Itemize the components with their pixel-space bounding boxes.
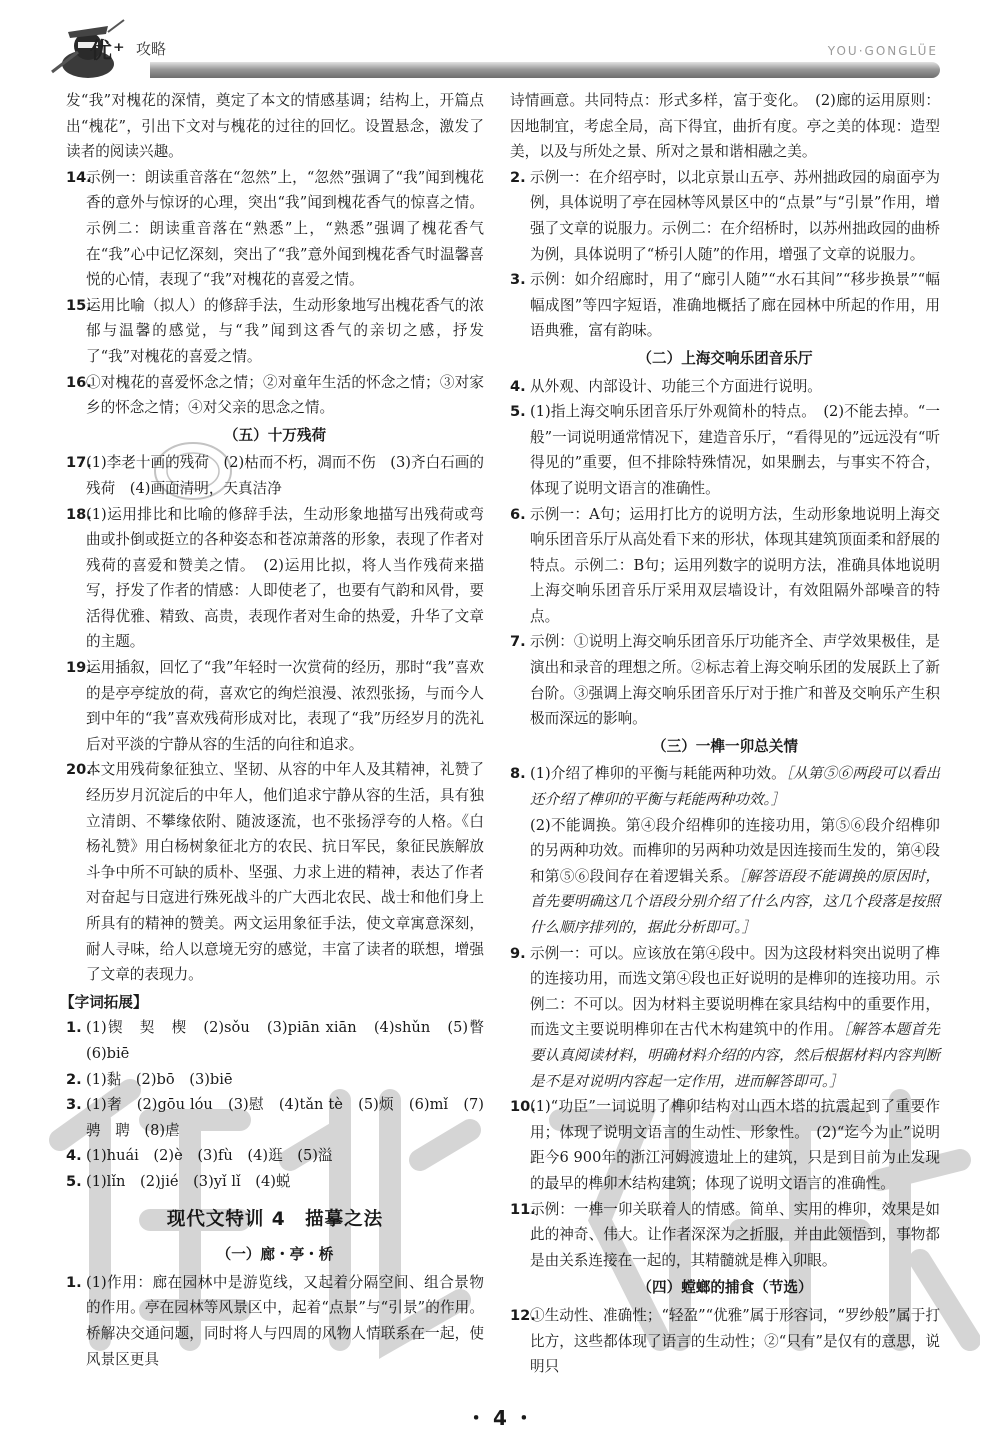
section-title-1: （一）廊・亭・桥 xyxy=(216,1246,334,1264)
answer-item xyxy=(66,165,484,293)
answer-item xyxy=(510,374,940,400)
item-number: 7. xyxy=(510,633,526,651)
right-column xyxy=(510,88,940,1380)
item-number: 16. xyxy=(66,373,92,391)
answer-item xyxy=(66,1015,499,1066)
item-text: (1)指上海交响乐团音乐厅外观简朴的特点。 (2)不能去掉。“一般”一词说明通常情况下，建造音乐厅，“看得见的”远远没有“听得见的”重要，但不排除特殊情况，如果删去，与事实不符合，体现了说明文语言的准确性。 xyxy=(530,403,940,497)
left-items-d xyxy=(66,1270,484,1372)
header-bar xyxy=(150,62,940,78)
item-number: 11. xyxy=(510,1200,536,1218)
item-number: 19. xyxy=(66,659,92,677)
right-items-c xyxy=(510,761,940,1273)
right-items-a xyxy=(510,165,940,344)
right-items-b xyxy=(510,374,940,732)
item-text: 本文用残荷象征独立、坚韧、从容的中年人及其精神，礼赞了经历岁月沉淀后的中年人，他们追求宁静从容的生活，具有独立清朗、不攀缘依附、随波逐流，也不张扬浮夸的人格。《白杨礼赞》用白杨树象征北方的农民、抗日军民，象征民族解放斗争中所不可缺的质朴、坚强、力求上进的精神，表达了作者对奋起与日寇进行殊死战斗的广大西北农民、战士和他们身上所具有的精神的赞美。两文运用象征手法，使文章寓意深刻，耐人寻味，给人以意境无穷的感觉，丰富了读者的联想，增强了文章的表现力。 xyxy=(86,761,484,984)
item-text: (1)运用排比和比喻的修辞手法，生动形象地描写出残荷或弯曲或扑倒或挺立的各种姿态和苍凉萧落的形象，表现了作者对残荷的喜爱和赞美之情。 (2)运用比拟，将人当作残荷来描写，抒发了作者的情感：人即使老了，也要有气韵和风骨，要活得优雅、精致、高贵，表现作者对生命的热爱，升华了文章的主题。 xyxy=(86,505,484,651)
answer-item xyxy=(66,1169,484,1195)
item-number: 2. xyxy=(66,1070,82,1088)
answer-item xyxy=(510,1197,940,1274)
left-items-b xyxy=(66,450,484,987)
answer-item xyxy=(510,1303,940,1380)
item-number: 3. xyxy=(66,1096,82,1114)
item-number: 9. xyxy=(510,944,526,962)
answer-item xyxy=(66,1092,484,1143)
item-number: 10. xyxy=(510,1098,536,1116)
item-note: ［从第⑤⑥两段可以看出还介绍了榫卯的平衡与耗能两种功效。］ xyxy=(530,765,940,809)
item-text: 示例：一榫一卯关联着人的情感。简单、实用的榫卯，效果是如此的神奇、伟大。让作者深深为之折服，并由此领悟到，事物都是由关系连接在一起的，其精髓就是榫入卯眼。 xyxy=(530,1200,940,1269)
item-text: (1)奢 (2)gōu lóu (3)慰 (4)tǎn tè (5)烦 (6)mǐ (7)骋 聘 (8)虐 xyxy=(86,1096,484,1139)
item-number: 14. xyxy=(66,168,92,186)
answer-item xyxy=(510,267,940,344)
item-number: 5. xyxy=(66,1172,82,1190)
right-items-d xyxy=(510,1303,940,1380)
item-number: 4. xyxy=(510,377,526,395)
page-number: ・ 4 ・ xyxy=(466,1406,534,1430)
item-text: (1)lǐn (2)jié (3)yǐ lǐ (4)蜕 xyxy=(86,1172,291,1190)
item-number: 1. xyxy=(66,1019,82,1037)
item-text: 示例一：在介绍亭时，以北京景山五亭、苏州拙政园的扇面亭为例，具体说明了亭在园林等风景区中的“点景”与“引景”作用，增强了文章的说服力。示例二：在介绍桥时，以苏州拙政园的曲桥为例，具体说明了“桥引人随”的作用，增强了文章的说服力。 xyxy=(530,168,940,263)
item-text: (2)不能调换。第④段介绍榫卯的连接功用，第⑤⑥段介绍榫卯的另两种功效。而榫卯的另两种功效是因连接而生发的，第④段和第⑤⑥段间存在着逻辑关系。 xyxy=(530,816,940,885)
answer-item xyxy=(66,1067,484,1093)
item-number: 18. xyxy=(66,505,92,523)
page-header xyxy=(0,0,1000,90)
answer-item xyxy=(510,502,940,630)
header-pinyin: YOU·GONGLÜE xyxy=(827,44,938,58)
answer-item xyxy=(66,293,484,370)
logo-subtitle: 攻略 xyxy=(136,40,167,58)
item-text: ①对槐花的喜爱怀念之情；②对童年生活的怀念之情；③对家乡的怀念之情；④对父亲的思念之情。 xyxy=(86,373,484,417)
item-text: (1)作用：廊在园林中是游览线，又起着分隔空间、组合景物的作用。亭在园林等风景区中，起着“点景”与“引景”的作用。桥解决交通问题，同时将人与四周的风物人情联系在一起，使风景区更具 xyxy=(86,1273,484,1368)
section-title-2: （二）上海交响乐团音乐厅 xyxy=(637,349,813,367)
item-number: 20. xyxy=(66,761,92,779)
item-text: 示例一：A句；运用打比方的说明方法，生动形象地说明上海交响乐团音乐厅从高处看下来的形状，体现其建筑顶面柔和舒展的特点。示例二：B句；运用列数字的说明方法，准确具体地说明上海交响乐团音乐厅采用双层墙设计，有效阻隔外部噪音的特点。 xyxy=(530,505,940,625)
special-training-title: 现代文特训 4 描摹之法 xyxy=(166,1208,384,1230)
answer-item xyxy=(510,399,940,501)
word-extension-title: 【字词拓展】 xyxy=(60,993,148,1011)
answer-item xyxy=(66,757,484,987)
answer-item xyxy=(66,502,484,656)
item-number: 6. xyxy=(510,505,526,523)
item-number: 15. xyxy=(66,296,92,314)
item-text: 示例：①说明上海交响乐团音乐厅功能齐全、声学效果极佳，是演出和录音的理想之所。②标志着上海交响乐团的发展跃上了新台阶。③强调上海交响乐团音乐厅对于推广和普及交响乐产生积极而深远的影响。 xyxy=(530,633,940,728)
answer-item xyxy=(66,1143,484,1169)
answer-item xyxy=(510,941,940,1095)
right-intro-text: 诗情画意。共同特点：形式多样，富于变化。 (2)廊的运用原则：因地制宜，考虑全局，高下得宜，曲折有度。亭之美的体现：造型美，以及与所处之景、所对之景和谐相融之美。 xyxy=(510,92,940,161)
section-title-4: （四）螳螂的捕食（节选） xyxy=(637,1279,813,1297)
item-text: (1)黏 (2)bō (3)biē xyxy=(86,1070,233,1088)
item-text: (1)锲 契 楔 (2)sǒu (3)piān xiān (4)shǔn (5)瞥 (6)biē xyxy=(86,1019,499,1062)
left-intro-text: 发“我”对槐花的深情，奠定了本文的情感基调；结构上，开篇点出“槐花”，引出下文对与槐花的过往的回忆。设置悬念，激发了读者的阅读兴趣。 xyxy=(66,92,484,161)
left-items-a xyxy=(66,165,484,421)
item-number: 4. xyxy=(66,1147,82,1165)
item-text: 从外观、内部设计、功能三个方面进行说明。 xyxy=(530,377,822,395)
answer-item xyxy=(510,165,940,267)
item-text: 运用插叙，回忆了“我”年轻时一次赏荷的经历，那时“我”喜欢的是亭亭绽放的荷，喜欢它的绚烂浪漫、浓烈张扬，与而今人到中年的“我”喜欢残荷形成对比，表现了“我”历经岁月的洗礼后对平淡的宁静从容的生活的向往和追求。 xyxy=(86,659,484,753)
item-number: 2. xyxy=(510,168,526,186)
item-text: (1)“功臣”一词说明了榫卯结构对山西木塔的抗震起到了重要作用；体现了说明文语言的生动性、形象性。 (2)“迄今为止”说明距今6 900年的浙江河姆渡遗址上的建筑，只是到目前为止发现的最早的榫卯木结构建筑；体现了说明文语言的准确性。 xyxy=(530,1098,940,1192)
logo-title: 优⁺ xyxy=(90,39,126,64)
answer-item xyxy=(510,813,940,941)
logo-mascot-icon xyxy=(48,12,218,84)
item-text: 运用比喻（拟人）的修辞手法，生动形象地写出槐花香气的浓郁与温馨的感觉，与“我”闻到这香气的亲切之感，抒发了“我”对槐花的喜爱之情。 xyxy=(86,296,484,365)
item-number: 12. xyxy=(510,1306,536,1324)
item-number: 17. xyxy=(66,454,92,472)
answer-item xyxy=(510,1094,940,1196)
item-text: ①生动性、准确性；“轻盈”“优雅”属于形容词，“罗纱般”属于打比方，这些都体现了语言的生动性；②“只有”是仅有的意思，说明只 xyxy=(530,1306,940,1376)
item-text: (1)huái (2)è (3)fù (4)逛 (5)溢 xyxy=(86,1147,333,1165)
item-number: 3. xyxy=(510,271,526,289)
item-text: 示例一：可以。应该放在第④段中。因为这段材料突出说明了榫的连接功用，而选文第④段也正好说明的是榫卯的连接功用。示例二：不可以。因为材料主要说明榫在家具结构中的重要作用，而选文主要说明榫卯在古代木构建筑中的作用。 xyxy=(530,944,940,1039)
item-number: 8. xyxy=(510,765,526,783)
answer-item xyxy=(510,761,940,812)
item-text: 示例一：朗读重音落在“忽然”上，“忽然”强调了“我”闻到槐花香的意外与惊讶的心理，突出“我”闻到槐花香气的惊喜之情。示例二：朗读重音落在“熟悉”上，“熟悉”强调了槐花香气在“我”心中记忆深刻，突出了“我”意外闻到槐花香气时温馨喜悦的心情，表现了“我”对槐花的喜爱之情。 xyxy=(86,168,484,289)
section-title-3: （三）一榫一卯总关情 xyxy=(652,737,798,755)
item-number: 1. xyxy=(66,1273,82,1291)
item-text: (1)李老十画的残荷 (2)枯而不朽，凋而不伤 (3)齐白石画的残荷 (4)画面清明，天真洁净 xyxy=(86,454,484,497)
answer-item xyxy=(510,629,940,731)
left-items-c xyxy=(66,1015,499,1194)
section-title-5: （五）十万残荷 xyxy=(223,426,327,444)
answer-item xyxy=(66,655,484,757)
answer-item xyxy=(66,450,484,501)
answer-item xyxy=(66,370,484,421)
item-number: 5. xyxy=(510,403,526,421)
item-text: (1)介绍了榫卯的平衡与耗能两种功效。 xyxy=(530,765,786,783)
left-column xyxy=(60,88,499,1372)
item-note: ［解答语段不能调换的原因时，首先要明确这几个语段分别介绍了什么内容，这几个段落是按照什么顺序排列的，据此分析即可。］ xyxy=(530,867,940,936)
item-note: ［解答本题首先要认真阅读材料，明确材料介绍的内容，然后根据材料内容判断是不是对说明内容起一定作用，进而解答即可。］ xyxy=(530,1021,940,1090)
item-text: 示例：如介绍廊时，用了“廊引人随”“水石其间”“移步换景”“幅幅成图”等四字短语，准确地概括了廊在园林中所起的作用，用语典雅，富有韵味。 xyxy=(530,271,940,340)
answer-item xyxy=(66,1270,484,1372)
